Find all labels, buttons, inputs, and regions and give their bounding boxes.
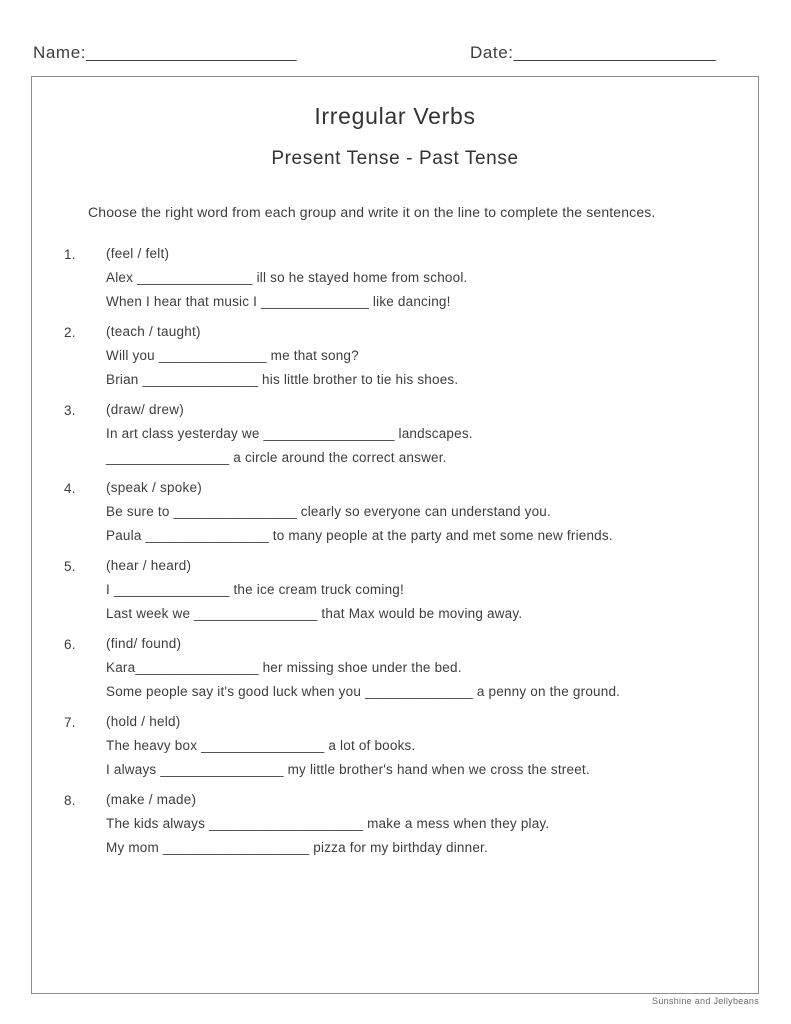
verb-pair: (hear / heard) (106, 558, 192, 573)
question-sentence[interactable]: The kids always ____________________ make a mess when they play. (106, 816, 550, 831)
question-sentence[interactable]: I _______________ the ice cream truck coming! (106, 582, 404, 597)
question-number: 2. (64, 325, 76, 340)
question-sentence[interactable]: The heavy box ________________ a lot of books. (106, 738, 416, 753)
question-number: 3. (64, 403, 76, 418)
question-number: 6. (64, 637, 76, 652)
question-number: 8. (64, 793, 76, 808)
question-item (64, 792, 740, 855)
question-item (64, 324, 740, 387)
page-title: Irregular Verbs (314, 103, 476, 129)
question-item (64, 480, 740, 543)
worksheet-sheet (31, 76, 759, 994)
name-blank-line[interactable]: _________________________ (86, 45, 297, 62)
name-field (33, 43, 296, 63)
question-number: 1. (64, 247, 76, 262)
question-body (106, 558, 740, 621)
question-sentence[interactable]: Some people say it's good luck when you ______________ a penny on the ground. (106, 684, 621, 699)
question-sentence[interactable]: My mom ___________________ pizza for my birthday dinner. (106, 840, 488, 855)
question-sentence[interactable]: ________________ a circle around the correct answer. (106, 450, 447, 465)
question-sentence[interactable]: Last week we ________________ that Max would be moving away. (106, 606, 523, 621)
question-number: 7. (64, 715, 76, 730)
verb-pair: (hold / held) (106, 714, 181, 729)
verb-pair: (speak / spoke) (106, 480, 203, 495)
question-body (106, 714, 740, 777)
question-body (106, 480, 740, 543)
question-number: 4. (64, 481, 76, 496)
verb-pair: (find/ found) (106, 636, 182, 651)
question-sentence[interactable]: Kara________________ her missing shoe under the bed. (106, 660, 462, 675)
page-subtitle: Present Tense - Past Tense (271, 148, 519, 169)
verb-pair: (teach / taught) (106, 324, 201, 339)
question-sentence[interactable]: Will you ______________ me that song? (106, 348, 359, 363)
date-blank-line[interactable]: ________________________ (513, 45, 716, 62)
question-sentence[interactable]: Alex _______________ ill so he stayed home from school. (106, 270, 468, 285)
verb-pair: (feel / felt) (106, 246, 170, 261)
name-label: Name: (33, 43, 87, 62)
question-item (64, 714, 740, 777)
question-number: 5. (64, 559, 76, 574)
header-fields (0, 43, 791, 73)
question-item (64, 636, 740, 699)
question-sentence[interactable]: Be sure to ________________ clearly so everyone can understand you. (106, 504, 551, 519)
question-sentence[interactable]: Paula ________________ to many people at the party and met some new friends. (106, 528, 613, 543)
question-body (106, 246, 740, 309)
question-list (32, 246, 758, 855)
question-body (106, 636, 740, 699)
question-sentence[interactable]: When I hear that music I ______________ like dancing! (106, 294, 451, 309)
question-item (64, 246, 740, 309)
date-label: Date: (470, 43, 514, 62)
question-sentence[interactable]: In art class yesterday we _________________ landscapes. (106, 426, 473, 441)
question-sentence[interactable]: Brian _______________ his little brother to tie his shoes. (106, 372, 459, 387)
date-field (470, 43, 715, 63)
verb-pair: (draw/ drew) (106, 402, 185, 417)
verb-pair: (make / made) (106, 792, 197, 807)
question-item (64, 402, 740, 465)
question-body (106, 324, 740, 387)
footer-credit: Sunshine and Jellybeans (652, 996, 759, 1006)
question-body (106, 792, 740, 855)
question-item (64, 558, 740, 621)
instructions-text: Choose the right word from each group and write it on the line to complete the sentences. (88, 204, 656, 220)
question-sentence[interactable]: I always ________________ my little brother's hand when we cross the street. (106, 762, 590, 777)
question-body (106, 402, 740, 465)
